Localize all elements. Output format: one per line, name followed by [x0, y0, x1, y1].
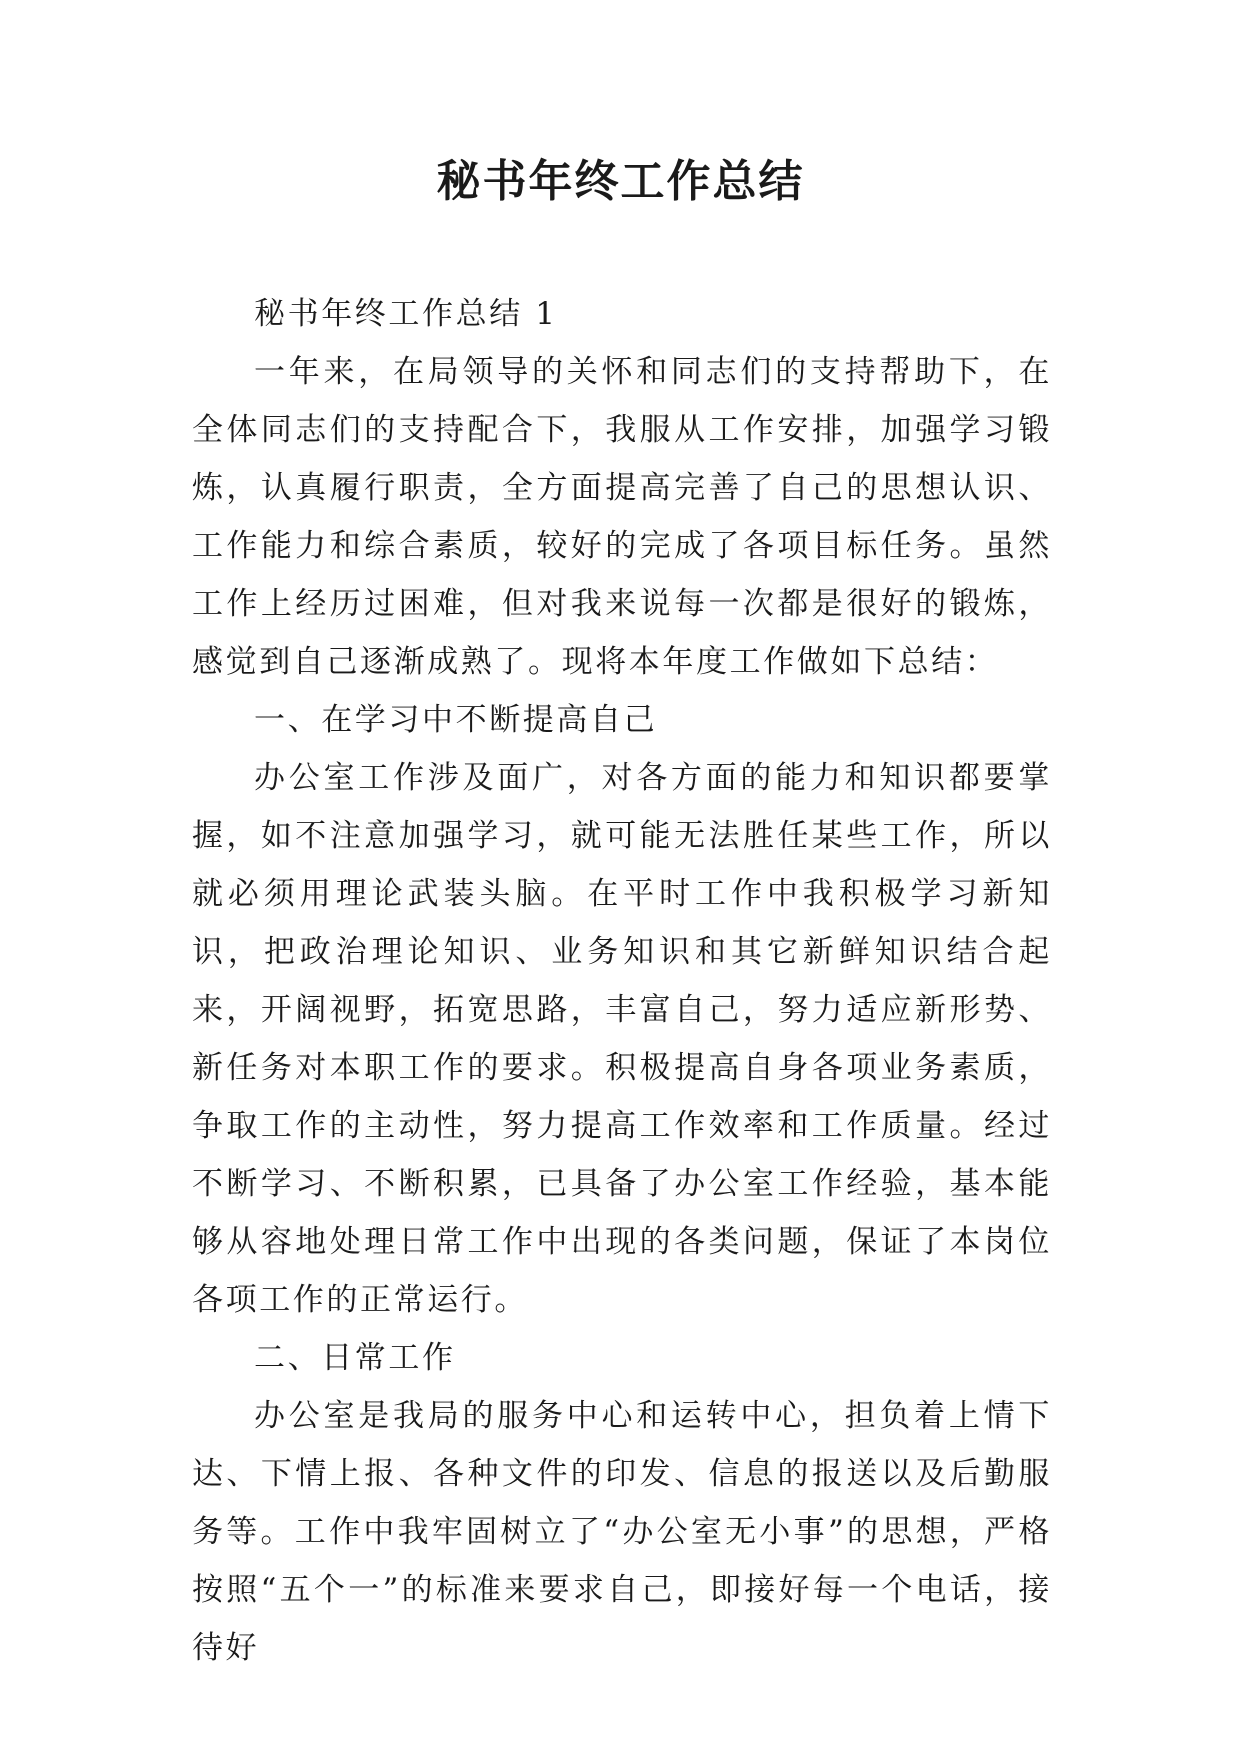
paragraph-introduction: 一年来，在局领导的关怀和同志们的支持帮助下，在全体同志们的支持配合下，我服从工作安排，加强学习锻炼，认真履行职责，全方面提高完善了自己的思想认识、工作能力和综合素质，较好的完成了各项目标任务。虽然工作上经历过困难，但对我来说每一次都是很好的锻炼，感觉到自己逐渐成熟了。现将本年度工作做如下总结： [192, 354, 1052, 680]
section-heading-summary-1: 秘书年终工作总结 1 [254, 296, 558, 332]
section-heading-learning: 一、在学习中不断提高自己 [254, 702, 658, 738]
document-body [192, 285, 1052, 1677]
paragraph-learning: 办公室工作涉及面广，对各方面的能力和知识都要掌握，如不注意加强学习，就可能无法胜任某些工作，所以就必须用理论武装头脑。在平时工作中我积极学习新知识，把政治理论知识、业务知识和其它新鲜知识结合起来，开阔视野，拓宽思路，丰富自己，努力适应新形势、新任务对本职工作的要求。积极提高自身各项业务素质，争取工作的主动性，努力提高工作效率和工作质量。经过不断学习、不断积累，已具备了办公室工作经验，基本能够从容地处理日常工作中出现的各类问题，保证了本岗位各项工作的正常运行。 [192, 760, 1052, 1318]
document-title: 秘书年终工作总结 [436, 156, 805, 207]
section-heading-daily-work: 二、日常工作 [254, 1340, 456, 1376]
paragraph-daily-work: 办公室是我局的服务中心和运转中心，担负着上情下达、下情上报、各种文件的印发、信息的报送以及后勤服务等。工作中我牢固树立了“办公室无小事”的思想，严格按照“五个一”的标准来要求自己，即接好每一个电话，接待好 [192, 1398, 1052, 1666]
